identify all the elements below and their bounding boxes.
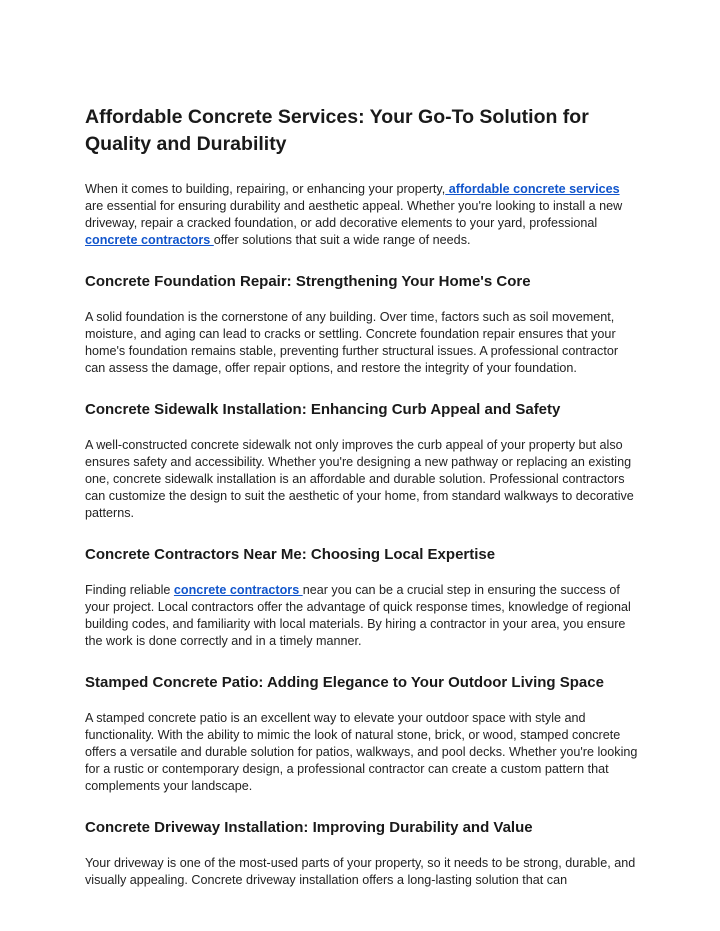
- section-text-contractors-near-me: [85, 582, 641, 650]
- affordable-concrete-services-link[interactable]: affordable concrete services: [445, 182, 620, 196]
- section-text-driveway-installation: Your driveway is one of the most-used parts of your property, so it needs to be strong, durable, and visually appealing. Concrete driveway installation offers a long-lasting solution that can: [85, 856, 636, 887]
- page-title: Affordable Concrete Services: Your Go-To Solution for Quality and Durability: [85, 106, 589, 155]
- document-body: [85, 104, 641, 889]
- section-text-sidewalk-installation: A well-constructed concrete sidewalk not only improves the curb appeal of your property but also ensures safety and accessibility. Whether you're designing a new pathway or replacing an existing one, concrete sidewalk installation is an affordable and durable solution. Professional contractors can customize the design to suit the aesthetic of your home, from standard walkways to decorative patterns.: [85, 438, 634, 520]
- intro-text-start: When it comes to building, repairing, or enhancing your property,: [85, 182, 446, 196]
- section-text-stamped-patio: A stamped concrete patio is an excellent way to elevate your outdoor space with style and functionality. With the ability to mimic the look of natural stone, brick, or wood, stamped concrete offers a versatile and durable solution for patios, walkways, and pool decks. Whether you're looking for a rustic or contemporary design, a professional contractor can create a custom pattern that complements your landscape.: [85, 711, 638, 793]
- section-heading-contractors-near-me: Concrete Contractors Near Me: Choosing Local Expertise: [85, 546, 496, 563]
- intro-text-middle: are essential for ensuring durability and aesthetic appeal. Whether you're looking to install a new driveway, repair a cracked foundation, or add decorative elements to your yard, professional: [85, 199, 623, 230]
- section-heading-foundation-repair: Concrete Foundation Repair: Strengthening Your Home's Core: [85, 273, 531, 290]
- intro-text-end: offer solutions that suit a wide range of needs.: [213, 233, 471, 247]
- concrete-contractors-link[interactable]: concrete contractors: [85, 233, 214, 247]
- intro-paragraph: [85, 181, 641, 249]
- contractors-text-end: near you can be a crucial step in ensuring the success of your project. Local contractors offer the advantage of quick response times, knowledge of regional building codes, and familiarity with local materials. By hiring a contractor in your area, you ensure the work is done correctly and in a timely manner.: [85, 583, 631, 648]
- section-text-foundation-repair: A solid foundation is the cornerstone of any building. Over time, factors such as soil movement, moisture, and aging can lead to cracks or settling. Concrete foundation repair ensures that your home's foundation remains stable, preventing further structural issues. A professional contractor can assess the damage, offer repair options, and restore the integrity of your foundation.: [85, 310, 619, 375]
- section-heading-driveway-installation: Concrete Driveway Installation: Improving Durability and Value: [85, 819, 533, 836]
- contractors-text-start: Finding reliable: [85, 583, 174, 597]
- section-heading-stamped-patio: Stamped Concrete Patio: Adding Elegance to Your Outdoor Living Space: [85, 674, 604, 691]
- section-heading-sidewalk-installation: Concrete Sidewalk Installation: Enhancing Curb Appeal and Safety: [85, 401, 561, 418]
- concrete-contractors-near-me-link[interactable]: concrete contractors: [173, 583, 303, 597]
